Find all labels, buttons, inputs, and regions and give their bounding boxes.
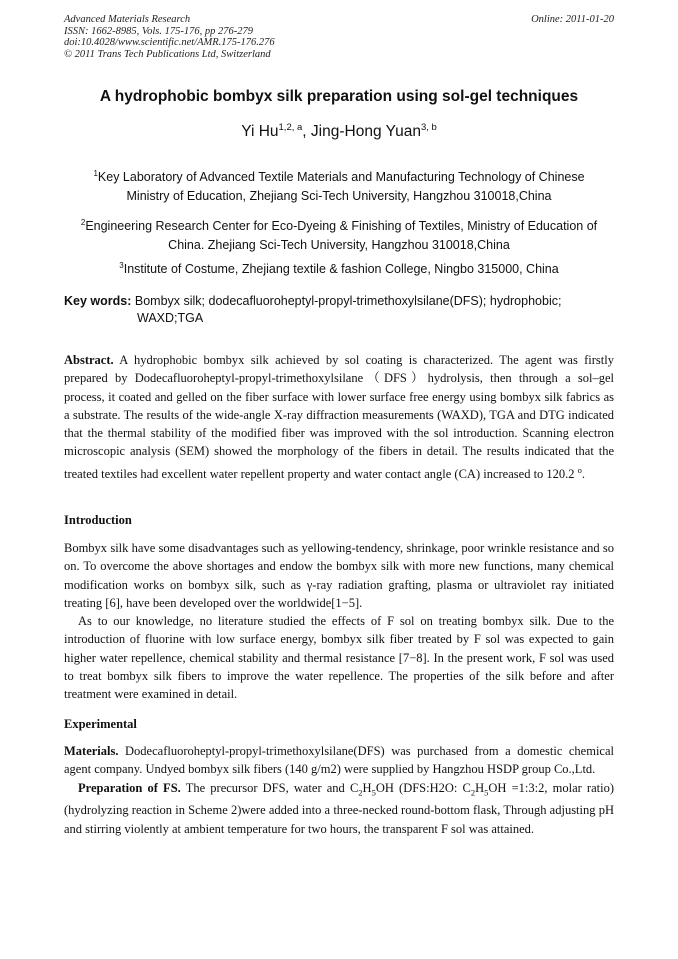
online-date: Online: 2011-01-20 <box>531 14 614 25</box>
paragraph <box>64 779 614 838</box>
abstract-label: Abstract. <box>64 353 114 367</box>
keywords <box>64 293 619 327</box>
abstract-end: . <box>581 466 586 481</box>
materials-text: Dodecafluoroheptyl-propyl-trimethoxylsilane(DFS) was purchased from a domestic chemical agent company. Undyed bombyx silk fibers (140 g/m2) were supplied by Hangzhou HSDP group Co.,Ltd. <box>64 744 614 777</box>
affiliation-2 <box>40 213 638 255</box>
affiliation-3 <box>40 256 638 279</box>
keywords-text: Bombyx silk; dodecafluoroheptyl-propyl-trimethoxylsilane(DFS); hydrophobic; <box>134 294 562 308</box>
abstract <box>64 351 614 483</box>
experimental-section <box>64 742 614 838</box>
author-line <box>0 122 678 141</box>
section-heading-introduction: Introduction <box>64 513 132 527</box>
keywords-label: Key words: <box>64 294 132 308</box>
journal-header <box>64 14 275 60</box>
preparation-label: Preparation of FS. <box>78 780 181 795</box>
issn-line: ISSN: 1662-8985, Vols. 175-176, pp 276-279 <box>64 25 253 37</box>
preparation-text: The precursor DFS, water and C <box>185 780 359 795</box>
affiliation-mark: 3 <box>119 261 124 270</box>
affiliation-1 <box>40 164 638 206</box>
introduction-section <box>64 539 614 704</box>
materials-label: Materials. <box>64 744 119 758</box>
paragraph: As to our knowledge, no literature studied the effects of F sol on treating bombyx silk. Due to the introduction of fluorine with low surface energy, bombyx silk fiber treated by F sol was expected to gain higher water repellence, chemical stability and thermal resistance [7−8]. In the present work, F sol was used to treat bombyx silk fibers to improve the water repellence. The properties of the silk before and after treatment were examined in detail. <box>64 614 614 702</box>
affiliation-text: Engineering Research Center for Eco-Dyeing & Finishing of Textiles, Ministry of Education of <box>85 219 598 234</box>
degree-mark: o <box>577 464 582 475</box>
affiliation-mark: 1 <box>93 169 98 178</box>
copyright-line: © 2011 Trans Tech Publications Ltd, Switzerland <box>64 48 271 60</box>
affiliation-text: China. Zhejiang Sci-Tech University, Hangzhou 310018,China <box>168 238 510 253</box>
journal-name: Advanced Materials Research <box>64 14 191 25</box>
affiliation-mark: 2 <box>80 218 86 227</box>
affiliation-text: Key Laboratory of Advanced Textile Materials and Manufacturing Technology of Chinese <box>97 170 585 185</box>
preparation-text: OH (DFS:H2O: C <box>375 780 471 795</box>
formula-text: H <box>362 780 372 795</box>
author-name: Jing-Hong Yuan <box>310 123 421 141</box>
keywords-text: WAXD;TGA <box>137 311 204 325</box>
abstract-text: A hydrophobic bombyx silk achieved by sol coating is characterized. The agent was firstly prepared by Dodecafluoroheptyl-propyl-trimethoxylsilane（DFS）hydrolysis, then through a sol–gel process, it coated and gelled on the fiber surface with lower surface free energy using bombyx silk fabrics as a substrate. The results of the wide-angle X-ray diffraction measurements (WAXD), TGA and DTG indicated that the thermal stability of the modified fiber was improved with the sol introduction. Scanning electron microscopic analysis (SEM) showed the morphology of the fibers in detail. The results indicated that the treated textiles had excellent water repellent property and water contact angle (CA) increased to 120.2 <box>64 353 614 481</box>
doi-line: doi:10.4028/www.scientific.net/AMR.175-176.276 <box>64 37 275 49</box>
subscript: 2 <box>358 787 363 798</box>
subscript: 5 <box>371 787 376 798</box>
section-heading-experimental: Experimental <box>64 717 137 731</box>
affiliation-text: Institute of Costume, Zhejiang textile & fashion College, Ningbo 315000, China <box>123 262 559 277</box>
formula-text: H <box>475 780 485 795</box>
paragraph <box>64 742 614 779</box>
subscript: 2 <box>470 787 476 798</box>
author-affiliation-mark: 1,2, a <box>278 122 303 133</box>
subscript: 5 <box>484 787 489 798</box>
affiliation-text: Ministry of Education, Zhejiang Sci-Tech University, Hangzhou 310018,China <box>126 189 552 204</box>
paper-title: A hydrophobic bombyx silk preparation using sol-gel techniques <box>99 88 579 105</box>
paragraph: Bombyx silk have some disadvantages such as yellowing-tendency, shrinkage, poor wrinkle resistance and so on. To overcome the above shortages and endow the bombyx silk with more new functions, many chemical modification works on bombyx silk, such as γ-ray radiation grafting, plasma or ultraviolet ray initiated treating [6], have been developed over the worldwide[1−5]. <box>64 541 614 610</box>
author-separator: , <box>302 123 311 141</box>
author-affiliation-mark: 3, b <box>420 122 437 133</box>
preparation-text: OH =1:3:2, molar ratio) (hydrolyzing reaction in Scheme 2)were added into a three-necked round-bottom flask, Through adjusting pH and stirring violently at ambient temperature for two hours, the transparent F sol was attained. <box>64 780 615 836</box>
author-name: Yi Hu <box>241 123 279 141</box>
